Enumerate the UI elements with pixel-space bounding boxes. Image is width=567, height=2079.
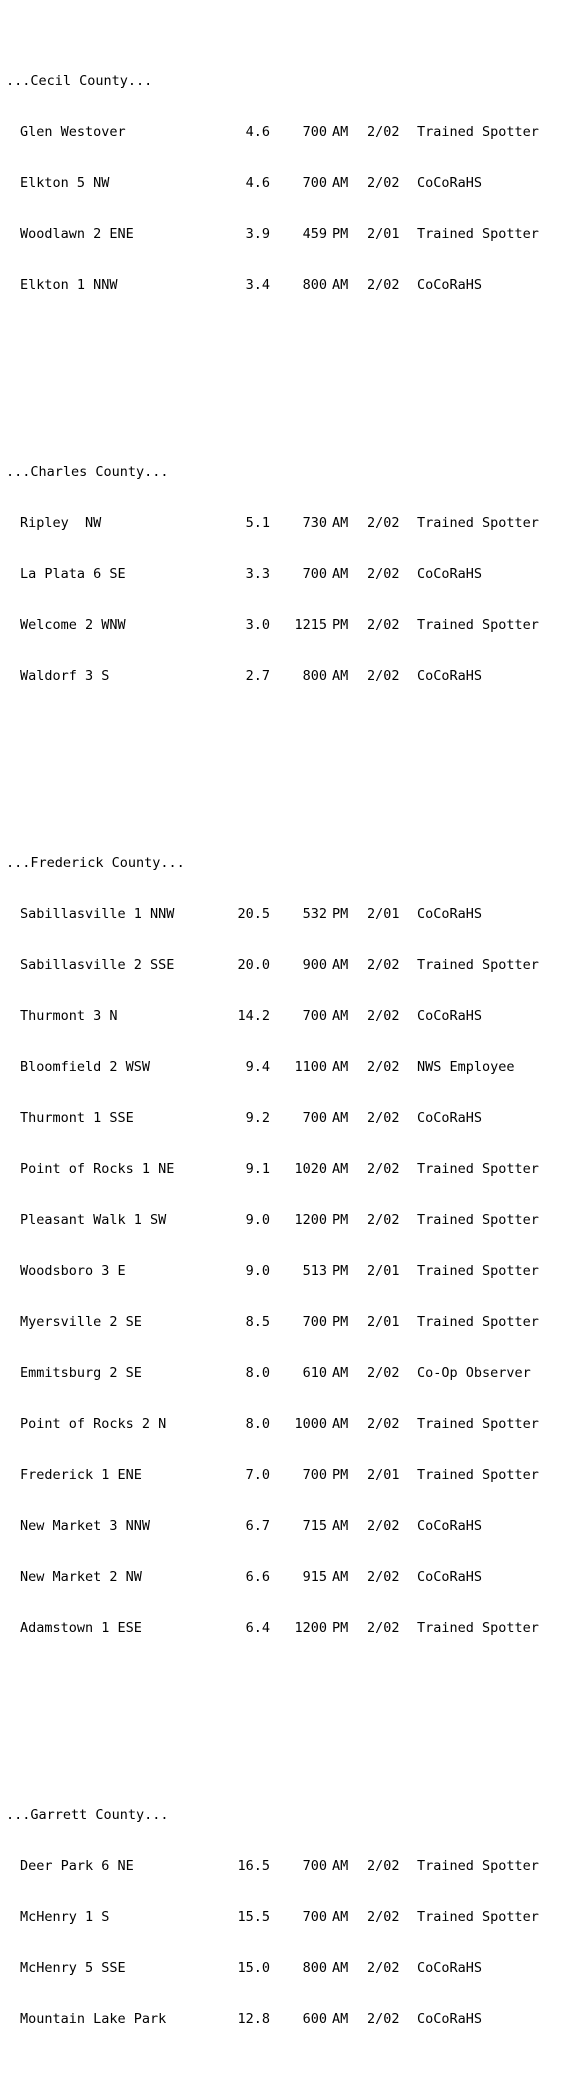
source: Trained Spotter (417, 957, 539, 973)
date: 2/02 (367, 1909, 400, 1925)
am-pm: AM (332, 2011, 349, 2027)
amount: 16.5 (237, 1858, 270, 1874)
am-pm: AM (332, 124, 349, 140)
location: Sabillasville 1 NNW (20, 906, 175, 922)
amount: 15.5 (237, 1909, 270, 1925)
time: 900 (302, 957, 327, 973)
section-garrett-county (6, 1773, 539, 2062)
amount: 9.4 (245, 1059, 270, 1075)
am-pm: PM (332, 1212, 349, 1228)
table-row (6, 1161, 539, 1178)
location: Elkton 1 NNW (20, 277, 118, 293)
source: Trained Spotter (417, 1263, 539, 1279)
location: Point of Rocks 2 N (20, 1416, 167, 1432)
date: 2/02 (367, 1161, 400, 1177)
table-row (6, 566, 483, 583)
am-pm: AM (332, 1518, 349, 1534)
location: Woodlawn 2 ENE (20, 226, 134, 242)
table-row (6, 1314, 539, 1331)
table-row (6, 1620, 539, 1637)
date: 2/02 (367, 1365, 400, 1381)
table-row (6, 515, 539, 532)
date: 2/02 (367, 1518, 400, 1534)
table-row (6, 1059, 515, 1076)
source: Trained Spotter (417, 1416, 539, 1432)
location: Frederick 1 ENE (20, 1467, 142, 1483)
amount: 12.8 (237, 2011, 270, 2027)
am-pm: AM (332, 1960, 349, 1976)
source: Trained Spotter (417, 124, 539, 140)
source: CoCoRaHS (417, 906, 483, 922)
am-pm: AM (332, 1569, 349, 1585)
location: Deer Park 6 NE (20, 1858, 134, 1874)
blank-line (6, 1705, 185, 1722)
source: CoCoRaHS (417, 1110, 483, 1126)
location: Emmitsburg 2 SE (20, 1365, 142, 1381)
location: McHenry 1 S (20, 1909, 110, 1925)
am-pm: PM (332, 1620, 349, 1636)
date: 2/02 (367, 124, 400, 140)
source: CoCoRaHS (417, 566, 483, 582)
amount: 9.2 (245, 1110, 270, 1126)
time: 700 (302, 1110, 327, 1126)
time: 610 (302, 1365, 327, 1381)
am-pm: AM (332, 566, 349, 582)
amount: 7.0 (245, 1467, 270, 1483)
location: Sabillasville 2 SSE (20, 957, 175, 973)
table-row (6, 175, 483, 192)
table-row (6, 957, 539, 974)
am-pm: AM (332, 1858, 349, 1874)
time: 1200 (294, 1212, 327, 1228)
date: 2/02 (367, 1212, 400, 1228)
time: 700 (302, 1467, 327, 1483)
amount: 8.0 (245, 1365, 270, 1381)
date: 2/02 (367, 1620, 400, 1636)
table-row (6, 2011, 483, 2028)
am-pm: AM (332, 515, 349, 531)
source: CoCoRaHS (417, 1960, 483, 1976)
location: New Market 3 NNW (20, 1518, 151, 1534)
amount: 3.4 (245, 277, 270, 293)
source: NWS Employee (417, 1059, 515, 1075)
date: 2/02 (367, 1569, 400, 1585)
source: Trained Spotter (417, 1858, 539, 1874)
am-pm: PM (332, 617, 349, 633)
time: 700 (302, 124, 327, 140)
table-row (6, 1909, 539, 1926)
time: 800 (302, 1960, 327, 1976)
table-row (6, 906, 483, 923)
section-header: ...Cecil County... (6, 73, 153, 89)
am-pm: AM (332, 668, 349, 684)
date: 2/02 (367, 1008, 400, 1024)
date: 2/02 (367, 1960, 400, 1976)
time: 730 (302, 515, 327, 531)
source: Trained Spotter (417, 1467, 539, 1483)
blank-line (6, 362, 185, 379)
time: 700 (302, 1008, 327, 1024)
location: La Plata 6 SE (20, 566, 126, 582)
am-pm: PM (332, 1263, 349, 1279)
date: 2/01 (367, 1314, 400, 1330)
amount: 9.1 (245, 1161, 270, 1177)
am-pm: AM (332, 1416, 349, 1432)
source: Co-Op Observer (417, 1365, 531, 1381)
location: Ripley NW (20, 515, 102, 531)
date: 2/02 (367, 668, 400, 684)
source: CoCoRaHS (417, 1518, 483, 1534)
location: Bloomfield 2 WSW (20, 1059, 151, 1075)
section-charles-county (6, 430, 539, 719)
source: Trained Spotter (417, 1212, 539, 1228)
section-header: ...Garrett County... (6, 1807, 169, 1823)
table-row (6, 1110, 483, 1127)
am-pm: PM (332, 1467, 349, 1483)
amount: 15.0 (237, 1960, 270, 1976)
table-row (6, 1467, 539, 1484)
table-row (6, 1960, 483, 1977)
date: 2/01 (367, 1263, 400, 1279)
am-pm: AM (332, 1161, 349, 1177)
location: New Market 2 NW (20, 1569, 142, 1585)
am-pm: PM (332, 1314, 349, 1330)
location: Mountain Lake Park (20, 2011, 167, 2027)
am-pm: PM (332, 906, 349, 922)
source: CoCoRaHS (417, 1569, 483, 1585)
source: CoCoRaHS (417, 668, 483, 684)
am-pm: PM (332, 226, 349, 242)
section-frederick-county (6, 821, 539, 1671)
location: Glen Westover (20, 124, 126, 140)
date: 2/02 (367, 1110, 400, 1126)
time: 700 (302, 566, 327, 582)
time: 1215 (294, 617, 327, 633)
snowfall-report (6, 5, 539, 2079)
amount: 6.4 (245, 1620, 270, 1636)
location: Pleasant Walk 1 SW (20, 1212, 167, 1228)
am-pm: AM (332, 1008, 349, 1024)
location: Elkton 5 NW (20, 175, 110, 191)
time: 700 (302, 175, 327, 191)
table-row (6, 1416, 539, 1433)
date: 2/02 (367, 617, 400, 633)
amount: 5.1 (245, 515, 270, 531)
blank-line (6, 753, 185, 770)
date: 2/02 (367, 277, 400, 293)
source: Trained Spotter (417, 515, 539, 531)
date: 2/02 (367, 515, 400, 531)
time: 700 (302, 1858, 327, 1874)
table-row (6, 1569, 483, 1586)
date: 2/01 (367, 226, 400, 242)
date: 2/02 (367, 175, 400, 191)
table-row (6, 226, 539, 243)
amount: 20.5 (237, 906, 270, 922)
date: 2/02 (367, 1059, 400, 1075)
table-row (6, 277, 483, 294)
time: 700 (302, 1909, 327, 1925)
table-row (6, 1518, 483, 1535)
time: 459 (302, 226, 327, 242)
time: 715 (302, 1518, 327, 1534)
date: 2/02 (367, 566, 400, 582)
time: 1020 (294, 1161, 327, 1177)
location: Myersville 2 SE (20, 1314, 142, 1330)
am-pm: AM (332, 175, 349, 191)
location: Adamstown 1 ESE (20, 1620, 142, 1636)
time: 600 (302, 2011, 327, 2027)
am-pm: AM (332, 957, 349, 973)
source: CoCoRaHS (417, 277, 483, 293)
amount: 9.0 (245, 1212, 270, 1228)
source: CoCoRaHS (417, 2011, 483, 2027)
date: 2/01 (367, 1467, 400, 1483)
location: Waldorf 3 S (20, 668, 110, 684)
amount: 2.7 (245, 668, 270, 684)
table-row (6, 1212, 539, 1229)
time: 915 (302, 1569, 327, 1585)
location: Woodsboro 3 E (20, 1263, 126, 1279)
table-row (6, 1858, 539, 1875)
table-row (6, 1365, 531, 1382)
time: 800 (302, 277, 327, 293)
location: Point of Rocks 1 NE (20, 1161, 175, 1177)
time: 700 (302, 1314, 327, 1330)
section-header: ...Frederick County... (6, 855, 185, 871)
amount: 4.6 (245, 175, 270, 191)
time: 532 (302, 906, 327, 922)
date: 2/02 (367, 957, 400, 973)
amount: 9.0 (245, 1263, 270, 1279)
source: CoCoRaHS (417, 175, 483, 191)
source: Trained Spotter (417, 1161, 539, 1177)
amount: 14.2 (237, 1008, 270, 1024)
am-pm: AM (332, 1909, 349, 1925)
location: McHenry 5 SSE (20, 1960, 126, 1976)
table-row (6, 124, 539, 141)
amount: 3.3 (245, 566, 270, 582)
table-row (6, 1263, 539, 1280)
section-cecil-county (6, 39, 539, 328)
location: Thurmont 3 N (20, 1008, 118, 1024)
am-pm: AM (332, 1365, 349, 1381)
time: 1100 (294, 1059, 327, 1075)
am-pm: AM (332, 277, 349, 293)
amount: 8.5 (245, 1314, 270, 1330)
source: Trained Spotter (417, 226, 539, 242)
amount: 8.0 (245, 1416, 270, 1432)
amount: 3.9 (245, 226, 270, 242)
time: 1000 (294, 1416, 327, 1432)
am-pm: AM (332, 1059, 349, 1075)
location: Thurmont 1 SSE (20, 1110, 134, 1126)
amount: 6.7 (245, 1518, 270, 1534)
date: 2/01 (367, 906, 400, 922)
amount: 20.0 (237, 957, 270, 973)
source: Trained Spotter (417, 617, 539, 633)
time: 800 (302, 668, 327, 684)
time: 513 (302, 1263, 327, 1279)
source: Trained Spotter (417, 1314, 539, 1330)
amount: 3.0 (245, 617, 270, 633)
time: 1200 (294, 1620, 327, 1636)
source: Trained Spotter (417, 1620, 539, 1636)
date: 2/02 (367, 1416, 400, 1432)
location: Welcome 2 WNW (20, 617, 126, 633)
table-row (6, 668, 483, 685)
source: Trained Spotter (417, 1909, 539, 1925)
am-pm: AM (332, 1110, 349, 1126)
amount: 4.6 (245, 124, 270, 140)
table-row (6, 617, 539, 634)
date: 2/02 (367, 2011, 400, 2027)
amount: 6.6 (245, 1569, 270, 1585)
table-row (6, 1008, 483, 1025)
source: CoCoRaHS (417, 1008, 483, 1024)
date: 2/02 (367, 1858, 400, 1874)
section-header: ...Charles County... (6, 464, 169, 480)
